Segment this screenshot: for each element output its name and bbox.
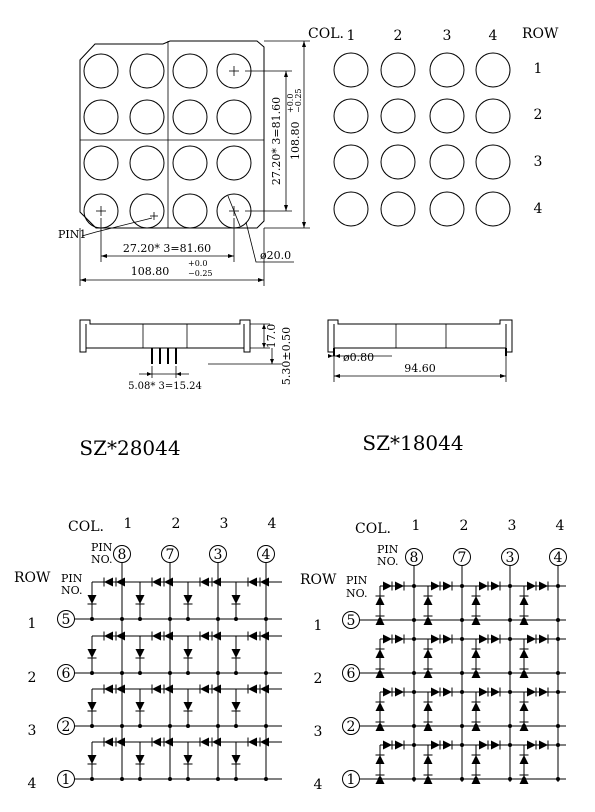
- diode-symbol: [431, 688, 440, 697]
- tol-minus-v: −0.25: [294, 88, 303, 113]
- junction-dot: [556, 777, 560, 781]
- led-dot: [381, 99, 415, 133]
- junction-dot: [216, 687, 220, 691]
- led-layout-grid: [308, 26, 559, 226]
- diode-symbol: [443, 741, 452, 750]
- junction-dot: [120, 671, 124, 675]
- led-dot: [334, 145, 368, 179]
- junction-dot: [460, 584, 464, 588]
- led-dot: [334, 53, 368, 87]
- diode-symbol: [248, 578, 257, 587]
- junction-dot: [412, 618, 416, 622]
- sch-pin-no-top: PIN: [377, 543, 399, 556]
- sch-row-label: ROW: [14, 570, 51, 586]
- module-dot: [217, 100, 251, 134]
- diode-symbol: [136, 649, 145, 658]
- tol-plus-v: +0.0: [286, 93, 295, 113]
- total-h-label: 108.80: [130, 265, 170, 278]
- diode-symbol: [200, 738, 209, 747]
- module-dot: [173, 100, 207, 134]
- sch-col-number: 1: [123, 516, 133, 532]
- diode-symbol: [376, 596, 385, 605]
- pin-len-label: 5.30±0.50: [280, 326, 293, 386]
- col-pin-number: 8: [409, 550, 419, 566]
- junction-dot: [234, 724, 238, 728]
- diode-symbol: [232, 755, 241, 764]
- schematic-right: [300, 518, 567, 793]
- sch-row-number: 2: [313, 671, 323, 687]
- diode-symbol: [491, 582, 500, 591]
- junction-dot: [556, 724, 560, 728]
- junction-dot: [556, 637, 560, 641]
- row-pin-number: 5: [346, 613, 356, 629]
- diode-symbol: [232, 595, 241, 604]
- junction-dot: [186, 724, 190, 728]
- sch-col-number: 4: [555, 518, 565, 534]
- diode-symbol: [491, 688, 500, 697]
- module-top-view: [58, 41, 310, 286]
- junction-dot: [556, 584, 560, 588]
- diode-symbol: [184, 702, 193, 711]
- row-pin-number: 2: [346, 719, 356, 735]
- diode-symbol: [472, 596, 481, 605]
- top-col-number: 4: [488, 28, 498, 44]
- junction-dot: [168, 617, 172, 621]
- diode-symbol: [152, 632, 161, 641]
- module-dot: [130, 146, 164, 180]
- diode-symbol: [395, 688, 404, 697]
- junction-dot: [426, 777, 430, 781]
- diode-symbol: [383, 635, 392, 644]
- junction-dot: [168, 740, 172, 744]
- junction-dot: [522, 724, 526, 728]
- diode-symbol: [527, 582, 536, 591]
- diode-symbol: [424, 702, 433, 711]
- led-dot: [430, 53, 464, 87]
- row-pin-number: 1: [61, 772, 71, 788]
- junction-dot: [460, 637, 464, 641]
- junction-dot: [234, 671, 238, 675]
- junction-dot: [412, 743, 416, 747]
- junction-dot: [508, 637, 512, 641]
- pin-pitch-label: 5.08* 3=15.24: [128, 381, 202, 392]
- diode-symbol: [539, 688, 548, 697]
- diode-symbol: [200, 632, 209, 641]
- junction-dot: [522, 777, 526, 781]
- junction-dot: [264, 580, 268, 584]
- junction-dot: [186, 617, 190, 621]
- diode-symbol: [479, 582, 488, 591]
- junction-dot: [216, 777, 220, 781]
- junction-dot: [556, 743, 560, 747]
- junction-dot: [90, 617, 94, 621]
- sch-col-number: 2: [459, 518, 469, 534]
- diode-symbol: [479, 741, 488, 750]
- sch-pin-no-left: PIN: [346, 574, 368, 587]
- junction-dot: [168, 580, 172, 584]
- junction-dot: [216, 617, 220, 621]
- pitch-v-dimension: [245, 71, 292, 211]
- pin-dia-label: ø0.80: [343, 351, 375, 364]
- module-dot: [84, 146, 118, 180]
- junction-dot: [120, 740, 124, 744]
- row-pin-number: 2: [61, 719, 71, 735]
- diode-symbol: [88, 649, 97, 658]
- junction-dot: [264, 740, 268, 744]
- module-dot-grid: [84, 54, 251, 228]
- junction-dot: [426, 724, 430, 728]
- top-col-number: 3: [442, 28, 452, 44]
- diode-symbol: [491, 741, 500, 750]
- tol-plus-h: +0.0: [188, 259, 208, 268]
- junction-dot: [120, 724, 124, 728]
- module-dot: [84, 100, 118, 134]
- junction-dot: [460, 743, 464, 747]
- junction-dot: [186, 671, 190, 675]
- diode-symbol: [520, 596, 529, 605]
- module-dot: [130, 54, 164, 88]
- top-row-number: 1: [533, 61, 543, 77]
- sch-col-number: 3: [507, 518, 517, 534]
- junction-dot: [138, 724, 142, 728]
- side-len-label: 94.60: [404, 362, 436, 375]
- sch-pin-no-top: PIN: [91, 541, 113, 554]
- junction-dot: [120, 777, 124, 781]
- col-pin-number: 8: [117, 547, 127, 563]
- row-pin-number: 1: [346, 772, 356, 788]
- junction-dot: [264, 671, 268, 675]
- diode-symbol: [424, 649, 433, 658]
- schematic-title-left: SZ*28044: [79, 436, 181, 460]
- junction-dot: [508, 777, 512, 781]
- junction-dot: [426, 618, 430, 622]
- diode-symbol: [443, 688, 452, 697]
- diode-symbol: [376, 755, 385, 764]
- diode-symbol: [383, 688, 392, 697]
- junction-dot: [412, 777, 416, 781]
- diode-symbol: [104, 738, 113, 747]
- module-dot: [130, 100, 164, 134]
- diode-symbol: [395, 741, 404, 750]
- total-v-label: 108.80: [289, 121, 302, 160]
- junction-dot: [216, 724, 220, 728]
- junction-dot: [508, 671, 512, 675]
- junction-dot: [138, 777, 142, 781]
- junction-dot: [264, 724, 268, 728]
- diode-symbol: [479, 635, 488, 644]
- junction-dot: [412, 671, 416, 675]
- junction-dot: [264, 634, 268, 638]
- diode-symbol: [88, 702, 97, 711]
- led-dot: [430, 99, 464, 133]
- junction-dot: [412, 690, 416, 694]
- diode-symbol: [472, 649, 481, 658]
- diode-symbol: [479, 688, 488, 697]
- diode-symbol: [152, 578, 161, 587]
- junction-dot: [234, 617, 238, 621]
- diode-symbol: [383, 582, 392, 591]
- diode-symbol: [88, 595, 97, 604]
- pin1-label: PIN1: [58, 228, 87, 241]
- diode-symbol: [527, 688, 536, 697]
- sch-col-label: COL.: [68, 519, 104, 535]
- row-pin-number: 6: [61, 666, 71, 682]
- sch-row-number: 2: [27, 670, 37, 686]
- sch-row-number: 4: [27, 776, 37, 792]
- diode-symbol: [104, 578, 113, 587]
- junction-dot: [90, 777, 94, 781]
- junction-dot: [460, 671, 464, 675]
- diode-symbol: [539, 582, 548, 591]
- led-dot: [476, 99, 510, 133]
- junction-dot: [508, 743, 512, 747]
- sch-row-number: 1: [313, 618, 323, 634]
- junction-dot: [426, 671, 430, 675]
- diode-symbol: [152, 738, 161, 747]
- module-dot: [130, 194, 164, 228]
- junction-dot: [460, 618, 464, 622]
- diode-symbol: [184, 649, 193, 658]
- module-dot: [173, 54, 207, 88]
- junction-dot: [168, 671, 172, 675]
- diode-symbol: [472, 755, 481, 764]
- diode-symbol: [232, 649, 241, 658]
- led-dot: [476, 145, 510, 179]
- module-dot: [217, 146, 251, 180]
- junction-dot: [90, 671, 94, 675]
- diode-symbol: [443, 635, 452, 644]
- junction-dot: [508, 618, 512, 622]
- side-view-right: [328, 320, 512, 382]
- junction-dot: [264, 687, 268, 691]
- junction-dot: [556, 690, 560, 694]
- led-dot: [334, 192, 368, 226]
- junction-dot: [186, 777, 190, 781]
- junction-dot: [508, 690, 512, 694]
- sch-col-number: 3: [219, 516, 229, 532]
- top-col-label: COL.: [308, 26, 344, 42]
- junction-dot: [378, 777, 382, 781]
- sch-pin-no-left: NO.: [61, 584, 83, 597]
- junction-dot: [378, 618, 382, 622]
- led-dot: [430, 145, 464, 179]
- junction-dot: [474, 777, 478, 781]
- junction-dot: [460, 690, 464, 694]
- sch-row-number: 3: [27, 723, 37, 739]
- top-col-number: 1: [346, 28, 356, 44]
- junction-dot: [168, 634, 172, 638]
- junction-dot: [264, 617, 268, 621]
- junction-dot: [168, 777, 172, 781]
- junction-dot: [216, 580, 220, 584]
- diode-symbol: [472, 702, 481, 711]
- diode-symbol: [395, 582, 404, 591]
- row-pin-number: 5: [61, 612, 71, 628]
- junction-dot: [168, 724, 172, 728]
- diode-symbol: [184, 755, 193, 764]
- junction-dot: [522, 671, 526, 675]
- schematic-left-grid: [28, 516, 282, 792]
- led-dot: [381, 192, 415, 226]
- diode-symbol: [383, 741, 392, 750]
- junction-dot: [120, 580, 124, 584]
- diode-symbol: [424, 596, 433, 605]
- diode-symbol: [527, 635, 536, 644]
- sch-col-number: 2: [171, 516, 181, 532]
- junction-dot: [234, 777, 238, 781]
- total-h-dimension: [80, 228, 264, 286]
- diode-symbol: [539, 635, 548, 644]
- schematic-title-right: SZ*18044: [362, 431, 464, 455]
- junction-dot: [216, 740, 220, 744]
- diode-symbol: [104, 685, 113, 694]
- diode-symbol: [431, 582, 440, 591]
- junction-dot: [460, 777, 464, 781]
- diode-symbol: [431, 635, 440, 644]
- diode-symbol: [248, 685, 257, 694]
- junction-dot: [412, 637, 416, 641]
- sch-col-number: 1: [411, 518, 421, 534]
- diode-symbol: [136, 702, 145, 711]
- sch-pin-no-top: NO.: [91, 553, 113, 566]
- junction-dot: [412, 724, 416, 728]
- diode-symbol: [200, 685, 209, 694]
- junction-dot: [90, 724, 94, 728]
- diode-symbol: [520, 649, 529, 658]
- schematic-right-grid: [314, 518, 567, 793]
- sch-pin-no-left: NO.: [346, 587, 368, 600]
- junction-dot: [216, 671, 220, 675]
- junction-dot: [460, 724, 464, 728]
- led-dot: [430, 192, 464, 226]
- diode-symbol: [184, 595, 193, 604]
- diode-symbol: [431, 741, 440, 750]
- top-row-number: 4: [533, 201, 543, 217]
- junction-dot: [412, 584, 416, 588]
- row-pin-number: 6: [346, 666, 356, 682]
- top-row-label: ROW: [522, 26, 559, 42]
- diode-symbol: [136, 595, 145, 604]
- tol-minus-h: −0.25: [188, 269, 213, 278]
- junction-dot: [522, 618, 526, 622]
- diode-symbol: [520, 755, 529, 764]
- height-label: 17.0: [265, 323, 278, 349]
- sch-row-number: 1: [27, 616, 37, 632]
- diode-symbol: [136, 755, 145, 764]
- diode-symbol: [527, 741, 536, 750]
- col-pin-number: 4: [553, 550, 563, 566]
- led-dot: [381, 53, 415, 87]
- pin-leads: [151, 348, 177, 364]
- diode-symbol: [200, 578, 209, 587]
- led-dot: [381, 145, 415, 179]
- junction-dot: [556, 671, 560, 675]
- junction-dot: [120, 634, 124, 638]
- diode-symbol: [152, 685, 161, 694]
- sch-col-label: COL.: [355, 521, 391, 537]
- diode-symbol: [88, 755, 97, 764]
- junction-dot: [264, 777, 268, 781]
- top-row-number: 2: [533, 107, 543, 123]
- pitch-h-label: 27.20* 3=81.60: [122, 242, 212, 255]
- plus-mark: [96, 66, 239, 220]
- junction-dot: [508, 724, 512, 728]
- diode-symbol: [443, 582, 452, 591]
- led-dot-grid: [334, 53, 510, 226]
- junction-dot: [378, 671, 382, 675]
- sch-row-number: 3: [313, 724, 323, 740]
- diode-symbol: [376, 649, 385, 658]
- diode-symbol: [395, 635, 404, 644]
- schematic-left: [14, 516, 282, 792]
- led-dot: [334, 99, 368, 133]
- col-pin-number: 7: [165, 547, 175, 563]
- col-pin-number: 3: [505, 550, 515, 566]
- sch-pin-no-left: PIN: [61, 572, 83, 585]
- sch-col-number: 4: [267, 516, 277, 532]
- junction-dot: [474, 618, 478, 622]
- module-outline: [80, 41, 264, 228]
- diode-symbol: [104, 632, 113, 641]
- sch-pin-no-top: NO.: [377, 555, 399, 568]
- module-dot: [173, 194, 207, 228]
- sch-row-number: 4: [313, 777, 323, 793]
- junction-dot: [378, 724, 382, 728]
- dot-dia-label: ø20.0: [260, 249, 292, 262]
- diode-symbol: [424, 755, 433, 764]
- side-view-left: [80, 320, 293, 392]
- junction-dot: [216, 634, 220, 638]
- diode-symbol: [232, 702, 241, 711]
- junction-dot: [168, 687, 172, 691]
- diode-symbol: [539, 741, 548, 750]
- diode-symbol: [520, 702, 529, 711]
- module-dot: [84, 54, 118, 88]
- top-row-number: 3: [533, 154, 543, 170]
- led-dot: [476, 53, 510, 87]
- diode-symbol: [376, 702, 385, 711]
- col-pin-number: 3: [213, 547, 223, 563]
- junction-dot: [474, 724, 478, 728]
- junction-dot: [138, 671, 142, 675]
- junction-dot: [556, 618, 560, 622]
- junction-dot: [138, 617, 142, 621]
- diode-symbol: [248, 632, 257, 641]
- module-dot: [173, 146, 207, 180]
- junction-dot: [508, 584, 512, 588]
- junction-dot: [120, 687, 124, 691]
- pitch-h-dimension: [101, 218, 234, 262]
- col-pin-number: 7: [457, 550, 467, 566]
- diode-symbol: [491, 635, 500, 644]
- junction-dot: [474, 671, 478, 675]
- sch-row-label: ROW: [300, 572, 337, 588]
- diode-symbol: [248, 738, 257, 747]
- col-pin-number: 4: [261, 547, 271, 563]
- top-col-number: 2: [393, 28, 403, 44]
- junction-dot: [120, 617, 124, 621]
- led-dot: [476, 192, 510, 226]
- pitch-v-label: 27.20* 3=81.60: [270, 96, 283, 186]
